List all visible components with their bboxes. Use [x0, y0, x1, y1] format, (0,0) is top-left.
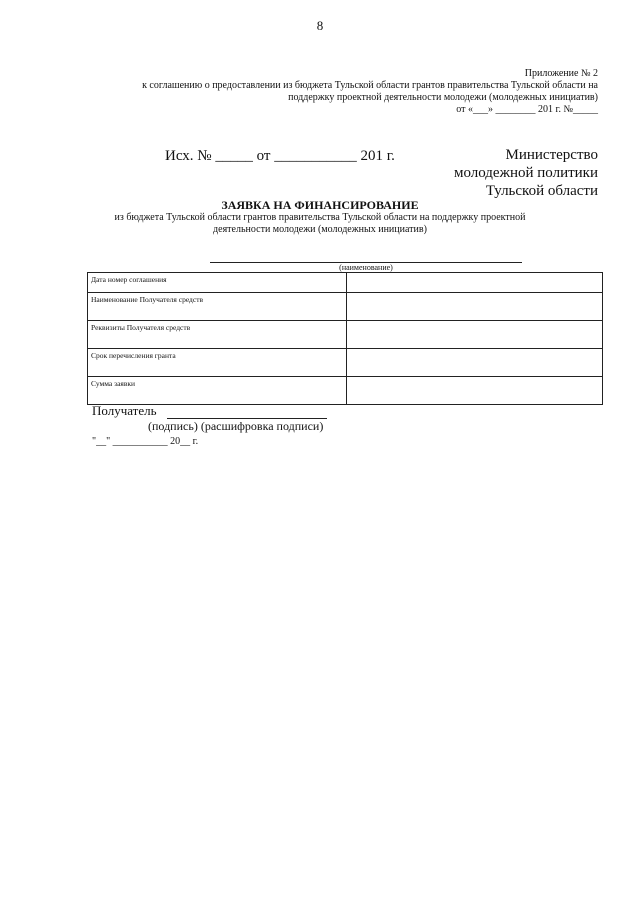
annex-line-1: к соглашению о предоставлении из бюджета Тульской области грантов правительства Тульской области на — [142, 80, 598, 91]
table-cell-value — [347, 377, 603, 405]
table-cell-label: Реквизиты Получателя средств — [88, 321, 347, 349]
signature-date-line: "__" ___________ 20__ г. — [92, 436, 199, 447]
signature-caption: (подпись) (расшифровка подписи) — [148, 419, 324, 433]
table-cell-value — [347, 349, 603, 377]
ministry-line-1: Министерство — [505, 147, 598, 163]
table-cell-label: Наименование Получателя средств — [88, 293, 347, 321]
table-row — [88, 349, 603, 377]
table-row — [88, 377, 603, 405]
application-table — [87, 272, 603, 405]
table-cell-value — [347, 273, 603, 293]
table-row — [88, 273, 603, 293]
table-cell-label: Дата номер соглашения — [88, 273, 347, 293]
document-title: ЗАЯВКА НА ФИНАНСИРОВАНИЕ — [221, 198, 419, 212]
recipient-label: Получатель — [92, 403, 157, 418]
subtitle-line-2: деятельности молодежи (молодежных инициатив) — [213, 224, 427, 235]
annex-title: Приложение № 2 — [524, 68, 598, 79]
table-row — [88, 321, 603, 349]
ministry-line-2: молодежной политики — [453, 165, 598, 181]
page-number: 8 — [316, 18, 324, 33]
table-row — [88, 293, 603, 321]
name-caption: (наименование) — [339, 263, 393, 272]
table-cell-value — [347, 321, 603, 349]
annex-line-2: поддержку проектной деятельности молодежи (молодежных инициатив) — [288, 92, 598, 103]
table-cell-label: Срок перечисления гранта — [88, 349, 347, 377]
outgoing-number-line: Исх. № _____ от ___________ 201 г. — [165, 148, 395, 164]
table-cell-value — [347, 293, 603, 321]
subtitle-line-1: из бюджета Тульской области грантов правительства Тульской области на поддержку проектной — [114, 212, 526, 223]
table-cell-label: Сумма заявки — [88, 377, 347, 405]
ministry-line-3: Тульской области — [485, 183, 598, 199]
annex-line-3: от «___» ________ 201 г. №_____ — [456, 104, 598, 115]
